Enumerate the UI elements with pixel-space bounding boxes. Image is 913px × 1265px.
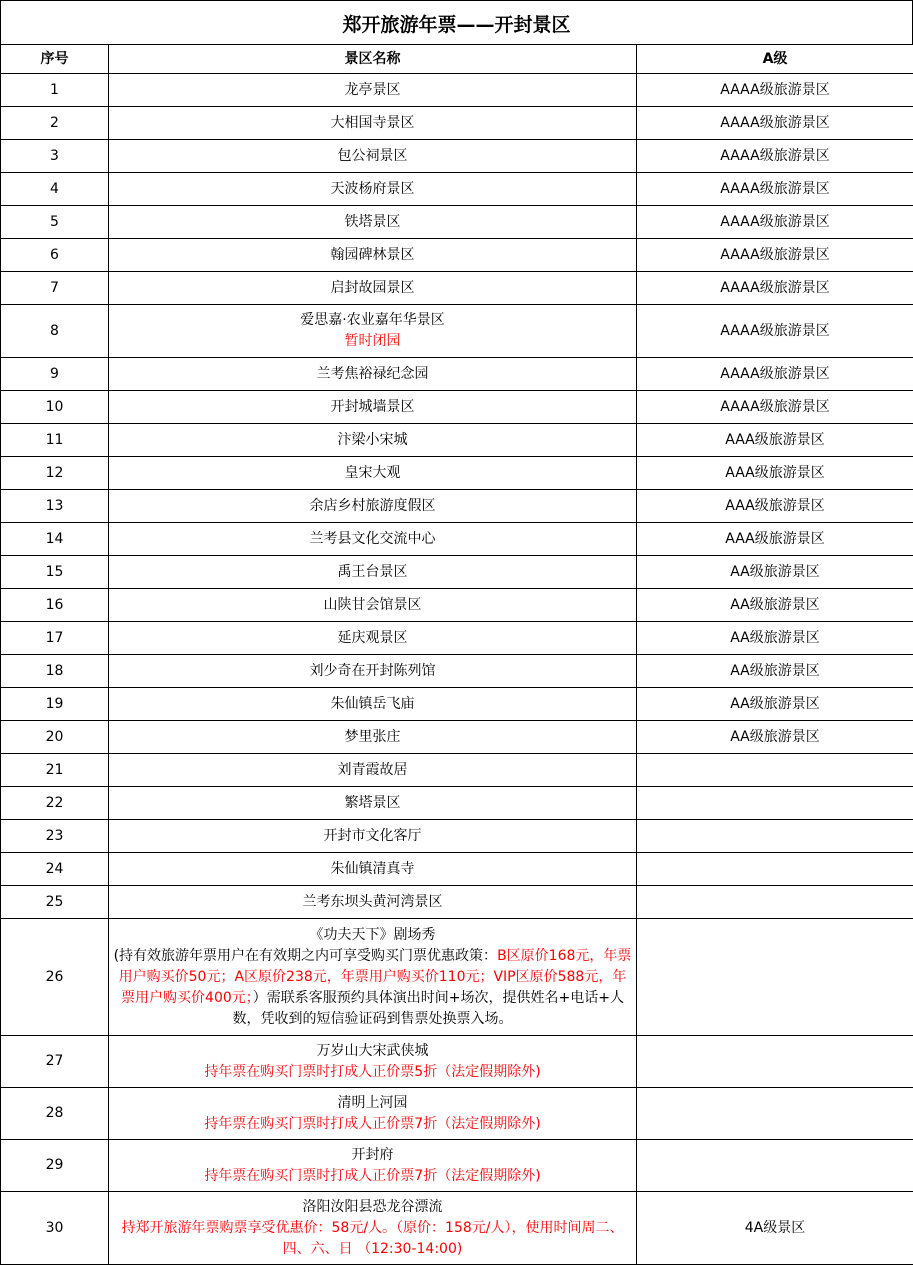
- table-row: [1, 655, 913, 688]
- row-level: AAA级旅游景区: [637, 523, 913, 556]
- scenic-name: 开封府: [113, 1145, 632, 1166]
- scenic-name: 开封市文化客厅: [113, 826, 632, 847]
- row-no: 23: [1, 820, 109, 853]
- row-name-cell: [109, 688, 637, 721]
- row-name-cell: [109, 754, 637, 787]
- table-row: [1, 272, 913, 305]
- row-name-cell: [109, 1140, 637, 1192]
- scenic-note: 持年票在购买门票时打成人正价票7折（法定假期除外): [113, 1166, 632, 1187]
- scenic-name: 汴梁小宋城: [113, 430, 632, 451]
- row-no: 4: [1, 173, 109, 206]
- policy-text-2: ）需联系客服预约具体演出时间+场次，提供姓名+电话+人数，凭收到的短信验证码到售票处换票入场。: [233, 990, 624, 1027]
- row-no: 2: [1, 107, 109, 140]
- row-level: [637, 1140, 913, 1192]
- row-name-cell: [109, 206, 637, 239]
- table-row: [1, 589, 913, 622]
- table-row: [1, 919, 913, 1036]
- table-row: [1, 523, 913, 556]
- row-level: AA级旅游景区: [637, 655, 913, 688]
- row-no: 29: [1, 1140, 109, 1192]
- row-no: 27: [1, 1036, 109, 1088]
- row-level: AAAA级旅游景区: [637, 272, 913, 305]
- row-no: 8: [1, 305, 109, 358]
- row-name-cell: [109, 556, 637, 589]
- scenic-name: 铁塔景区: [113, 212, 632, 233]
- row-no: 15: [1, 556, 109, 589]
- row-name-cell: [109, 853, 637, 886]
- scenic-name: 爱思嘉·农业嘉年华景区: [113, 310, 632, 331]
- scenic-name: 刘少奇在开封陈列馆: [113, 661, 632, 682]
- header-level: A级: [637, 45, 913, 74]
- row-level: AAA级旅游景区: [637, 490, 913, 523]
- row-level: AA级旅游景区: [637, 556, 913, 589]
- table-row: [1, 853, 913, 886]
- table-row: [1, 1192, 913, 1265]
- row-name-cell: [109, 239, 637, 272]
- row-level: AAAA级旅游景区: [637, 206, 913, 239]
- row-name-cell: [109, 490, 637, 523]
- scenic-name: 兰考东坝头黄河湾景区: [113, 892, 632, 913]
- row-name-cell: [109, 886, 637, 919]
- row-name-cell: [109, 721, 637, 754]
- scenic-name: 繁塔景区: [113, 793, 632, 814]
- table-row: [1, 206, 913, 239]
- table-row: [1, 305, 913, 358]
- row-no: 18: [1, 655, 109, 688]
- table-row: [1, 1036, 913, 1088]
- row-no: 7: [1, 272, 109, 305]
- row-level: AAAA级旅游景区: [637, 140, 913, 173]
- row-no: 20: [1, 721, 109, 754]
- scenic-name: 龙亭景区: [113, 80, 632, 101]
- scenic-name: 启封故园景区: [113, 278, 632, 299]
- row-no: 5: [1, 206, 109, 239]
- scenic-name: 朱仙镇清真寺: [113, 859, 632, 880]
- row-name-cell: [109, 589, 637, 622]
- row-no: 21: [1, 754, 109, 787]
- table-row: [1, 688, 913, 721]
- row-name-cell: [109, 919, 637, 1036]
- row-name-cell: [109, 622, 637, 655]
- row-level: [637, 787, 913, 820]
- row-no: 19: [1, 688, 109, 721]
- table-row: [1, 721, 913, 754]
- row-level: [637, 820, 913, 853]
- table-row: [1, 173, 913, 206]
- row-name-cell: [109, 1192, 637, 1265]
- row-name-cell: [109, 787, 637, 820]
- scenic-name: 兰考焦裕禄纪念园: [113, 364, 632, 385]
- table-row: [1, 490, 913, 523]
- scenic-name: 山陕甘会馆景区: [113, 595, 632, 616]
- header-row: [1, 45, 913, 74]
- table-row: [1, 886, 913, 919]
- scenic-name: 清明上河园: [113, 1093, 632, 1114]
- scenic-name: 刘青霞故居: [113, 760, 632, 781]
- row-name-cell: [109, 424, 637, 457]
- row-name-cell: [109, 173, 637, 206]
- header-name: 景区名称: [109, 45, 637, 74]
- table-row: [1, 239, 913, 272]
- scenic-name: 朱仙镇岳飞庙: [113, 694, 632, 715]
- row-level: AA级旅游景区: [637, 688, 913, 721]
- table-row: [1, 107, 913, 140]
- table-row: [1, 820, 913, 853]
- scenic-note: 持郑开旅游年票购票享受优惠价：58元/人。（原价：158元/人），使用时间周二、四、六、日 （12:30-14:00): [113, 1218, 632, 1260]
- row-level: AA级旅游景区: [637, 721, 913, 754]
- row-no: 14: [1, 523, 109, 556]
- scenic-name: 大相国寺景区: [113, 113, 632, 134]
- row-name-cell: [109, 1036, 637, 1088]
- table-row: [1, 74, 913, 107]
- scenic-name: 兰考县文化交流中心: [113, 529, 632, 550]
- row-name-cell: [109, 74, 637, 107]
- scenic-table: [0, 44, 913, 1265]
- scenic-name: 包公祠景区: [113, 146, 632, 167]
- row-name-cell: [109, 272, 637, 305]
- scenic-name: 天波杨府景区: [113, 179, 632, 200]
- row-level: AAAA级旅游景区: [637, 239, 913, 272]
- row-no: 11: [1, 424, 109, 457]
- table-row: [1, 1140, 913, 1192]
- policy-text: (持有效旅游年票用户在有效期之内可享受购买门票优惠政策：: [114, 948, 497, 964]
- scenic-note: 持年票在购买门票时打成人正价票7折（法定假期除外): [113, 1114, 632, 1135]
- row-level: AA级旅游景区: [637, 622, 913, 655]
- scenic-name: 禹王台景区: [113, 562, 632, 583]
- row-level: AA级旅游景区: [637, 589, 913, 622]
- scenic-name: 梦里张庄: [113, 727, 632, 748]
- table-row: [1, 754, 913, 787]
- row-name-cell: [109, 523, 637, 556]
- row-level: [637, 754, 913, 787]
- sheet-title: 郑开旅游年票——开封景区: [0, 0, 913, 45]
- row-level: [637, 919, 913, 1036]
- scenic-note: 暂时闭园: [113, 331, 632, 352]
- row-level: AAAA级旅游景区: [637, 173, 913, 206]
- row-name-cell: [109, 305, 637, 358]
- scenic-name: 余店乡村旅游度假区: [113, 496, 632, 517]
- row-level: AAA级旅游景区: [637, 457, 913, 490]
- row-no: 12: [1, 457, 109, 490]
- row-level: AAA级旅游景区: [637, 424, 913, 457]
- table-row: [1, 424, 913, 457]
- row-name-cell: [109, 391, 637, 424]
- row-no: 26: [1, 919, 109, 1036]
- row-no: 10: [1, 391, 109, 424]
- scenic-name: 翰园碑林景区: [113, 245, 632, 266]
- scenic-name: 《功夫天下》剧场秀: [113, 925, 632, 946]
- row-level: AAAA级旅游景区: [637, 305, 913, 358]
- row-name-cell: [109, 457, 637, 490]
- scenic-name: 万岁山大宋武侠城: [113, 1041, 632, 1062]
- row-no: 13: [1, 490, 109, 523]
- scenic-name: 皇宋大观: [113, 463, 632, 484]
- scenic-note: 持年票在购买门票时打成人正价票5折（法定假期除外): [113, 1062, 632, 1083]
- table-row: [1, 1088, 913, 1140]
- row-no: 3: [1, 140, 109, 173]
- row-name-cell: [109, 655, 637, 688]
- row-no: 1: [1, 74, 109, 107]
- row-name-cell: [109, 358, 637, 391]
- scenic-name: 延庆观景区: [113, 628, 632, 649]
- row-no: 17: [1, 622, 109, 655]
- row-no: 16: [1, 589, 109, 622]
- table-row: [1, 391, 913, 424]
- row-no: 22: [1, 787, 109, 820]
- row-no: 28: [1, 1088, 109, 1140]
- row-level: AAAA级旅游景区: [637, 107, 913, 140]
- row-name-cell: [109, 140, 637, 173]
- row-no: 9: [1, 358, 109, 391]
- policy-price-text: B区原价168元，年票用户购买价50元；A区原价238元，年票用户购买价110元；VIP区原价588元，年票用户购买价400元；: [119, 948, 632, 1006]
- header-no: 序号: [1, 45, 109, 74]
- table-row: [1, 457, 913, 490]
- row-name-cell: [109, 820, 637, 853]
- table-row: [1, 556, 913, 589]
- row-name-cell: [109, 1088, 637, 1140]
- scenic-name: 洛阳汝阳县恐龙谷漂流: [113, 1197, 632, 1218]
- table-row: [1, 787, 913, 820]
- row-level: AAAA级旅游景区: [637, 74, 913, 107]
- row-level: [637, 1088, 913, 1140]
- row-level: 4A级景区: [637, 1192, 913, 1265]
- row-no: 24: [1, 853, 109, 886]
- row-level: [637, 853, 913, 886]
- row-no: 25: [1, 886, 109, 919]
- row-no: 30: [1, 1192, 109, 1265]
- row-no: 6: [1, 239, 109, 272]
- row-name-cell: [109, 107, 637, 140]
- table-row: [1, 622, 913, 655]
- row-level: [637, 886, 913, 919]
- row-level: AAAA级旅游景区: [637, 358, 913, 391]
- table-row: [1, 358, 913, 391]
- row-level: [637, 1036, 913, 1088]
- row-level: AAAA级旅游景区: [637, 391, 913, 424]
- table-row: [1, 140, 913, 173]
- scenic-name: 开封城墙景区: [113, 397, 632, 418]
